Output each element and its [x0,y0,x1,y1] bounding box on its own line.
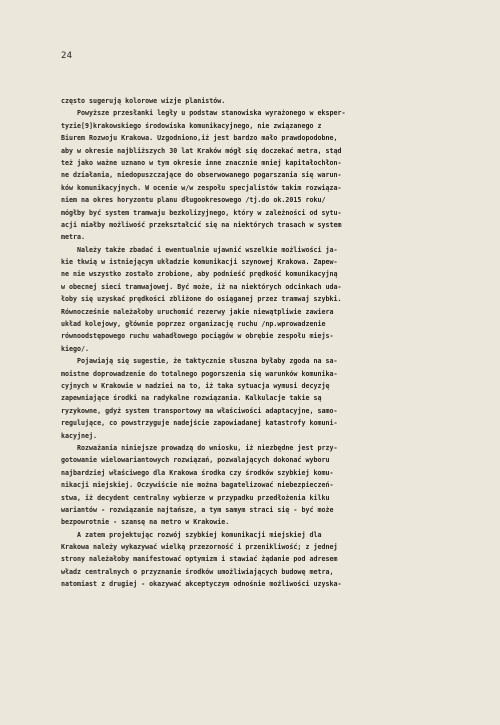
text-line: kacyjnej. [61,431,98,440]
text-line: acji miałby możliwość przekształcić się na niektórych trasach w system [61,220,342,229]
text-line: aby w okresie najbliższych 30 lat Kraków mógł się doczekać metra, stąd [61,146,342,155]
text-line: mógłby być system tramwaju bezkolizyjnego, który w zależności od sytu- [61,208,342,217]
text-line: natomiast z drugiej - okazywać akceptyczym odnośnie możliwości uzyska- [61,580,342,589]
text-line: układ kolejowy, głównie poprzez organizację ruchu /np.wprowadzenie [61,320,326,329]
text-line: ryzykowne, gdyż system transportowy ma właściwości adaptacyjne, samo- [61,406,338,415]
text-line: moistne doprowadzenie do totalnego pogorszenia się warunków komunika- [61,369,338,378]
text-line: Należy także zbadać i ewentualnie ujawnić wszelkie możliwości ja- [61,245,338,254]
text-line: wariantów - rozwiązanie najtańsze, a tym samym straci się - być może [61,505,334,514]
text-line: tyzie[9]krakowskiego środowiska komunikacyjnego, nie związanego z [61,121,322,130]
text-line: kie tkwią w istniejącym układzie komunikacji szynowej Krakowa. Zapew- [61,258,338,267]
text-line: niem na okres horyzontu planu długookresowego /tj.do ok.2015 roku/ [61,196,326,205]
text-line: Pojawiają się sugestie, że taktycznie słuszna byłaby zgoda na sa- [61,357,338,366]
text-line: kiego/. [61,344,90,353]
text-line: strony należałoby manifestować optymizm i stawiać żądanie pod adresem [61,555,338,564]
text-line: Równocześnie należałoby uruchomić rezerwy jakie niewątpliwie zawiera [61,307,334,316]
text-line: cyjnych w Krakowie w nadziei na to, iż taka sytuacja wymusi decyzję [61,381,330,390]
text-line: często sugerują kolorowe wizje planistów. [61,97,226,105]
text-line: w obecnej sieci tramwajowej. Być może, iż na niektórych odcinkach uda- [61,282,342,291]
text-line: równoodstępowego ruchu wahadłowego pociągów w obrębie zespołu miejs- [61,332,334,341]
text-line: bezpowrotnie - szansę na metro w Krakowie. [61,518,230,527]
body-text [61,95,461,591]
text-line: władz centralnych o przyznanie środków umożliwiających budowę metra, [61,567,334,576]
page-number: 24 [61,51,73,61]
text-line: Powyższe przesłanki legły u podstaw stanowiska wyrażonego w eksper- [61,109,346,118]
text-line: Rozważania niniejsze prowadzą do wniosku, iż niezbędne jest przy- [61,443,338,452]
text-line: nikacji miejskiej. Oczywiście nie można bagatelizować niebezpieczeń- [61,481,334,490]
text-line: stwa, iż decydent centralny wybierze w przypadku przedłożenia kilku [61,493,330,502]
text-line: gotowanie wielowariantowych rozwiązań, pozwalających dokonać wyboru [61,456,330,465]
text-line: A zatem projektując rozwój szybkiej komunikacji miejskiej dla [61,530,322,539]
text-line: też jako ważne uznano w tym okresie inne znacznie mniej kapitałochłon- [61,158,342,167]
text-line: metra. [61,233,86,242]
text-line: Krakowa należy wykazywać wielką przezorność i przenikliwość; z jednej [61,543,338,552]
text-line: łoby się uzyskać prędkości zbliżone do osiąganej przez tramwaj szybki. [61,295,342,304]
text-line: Biurem Rozwoju Krakowa. Uzgodniono,iż jest bardzo mało prawdopodobne, [61,134,338,143]
text-line: ne działania, niedopuszczające do obserwowanego pogarszania się warun- [61,171,342,180]
text-line: regulujące, co powstrzyguje nadejście zapowiadanej katastrofy komuni- [61,419,338,428]
text-line: ków komunikacyjnych. W ocenie w/w zespołu specjalistów takim rozwiąza- [61,183,342,192]
text-line: najbardziej właściwego dla Krakowa środka czy środków szybkiej komu- [61,468,334,477]
text-line: zapewniające środki na radykalne rozwiązania. Kalkulacje takie są [61,394,322,403]
text-line: ne nie wszystko zostało zrobione, aby podnieść prędkość komunikacyjną [61,270,338,279]
